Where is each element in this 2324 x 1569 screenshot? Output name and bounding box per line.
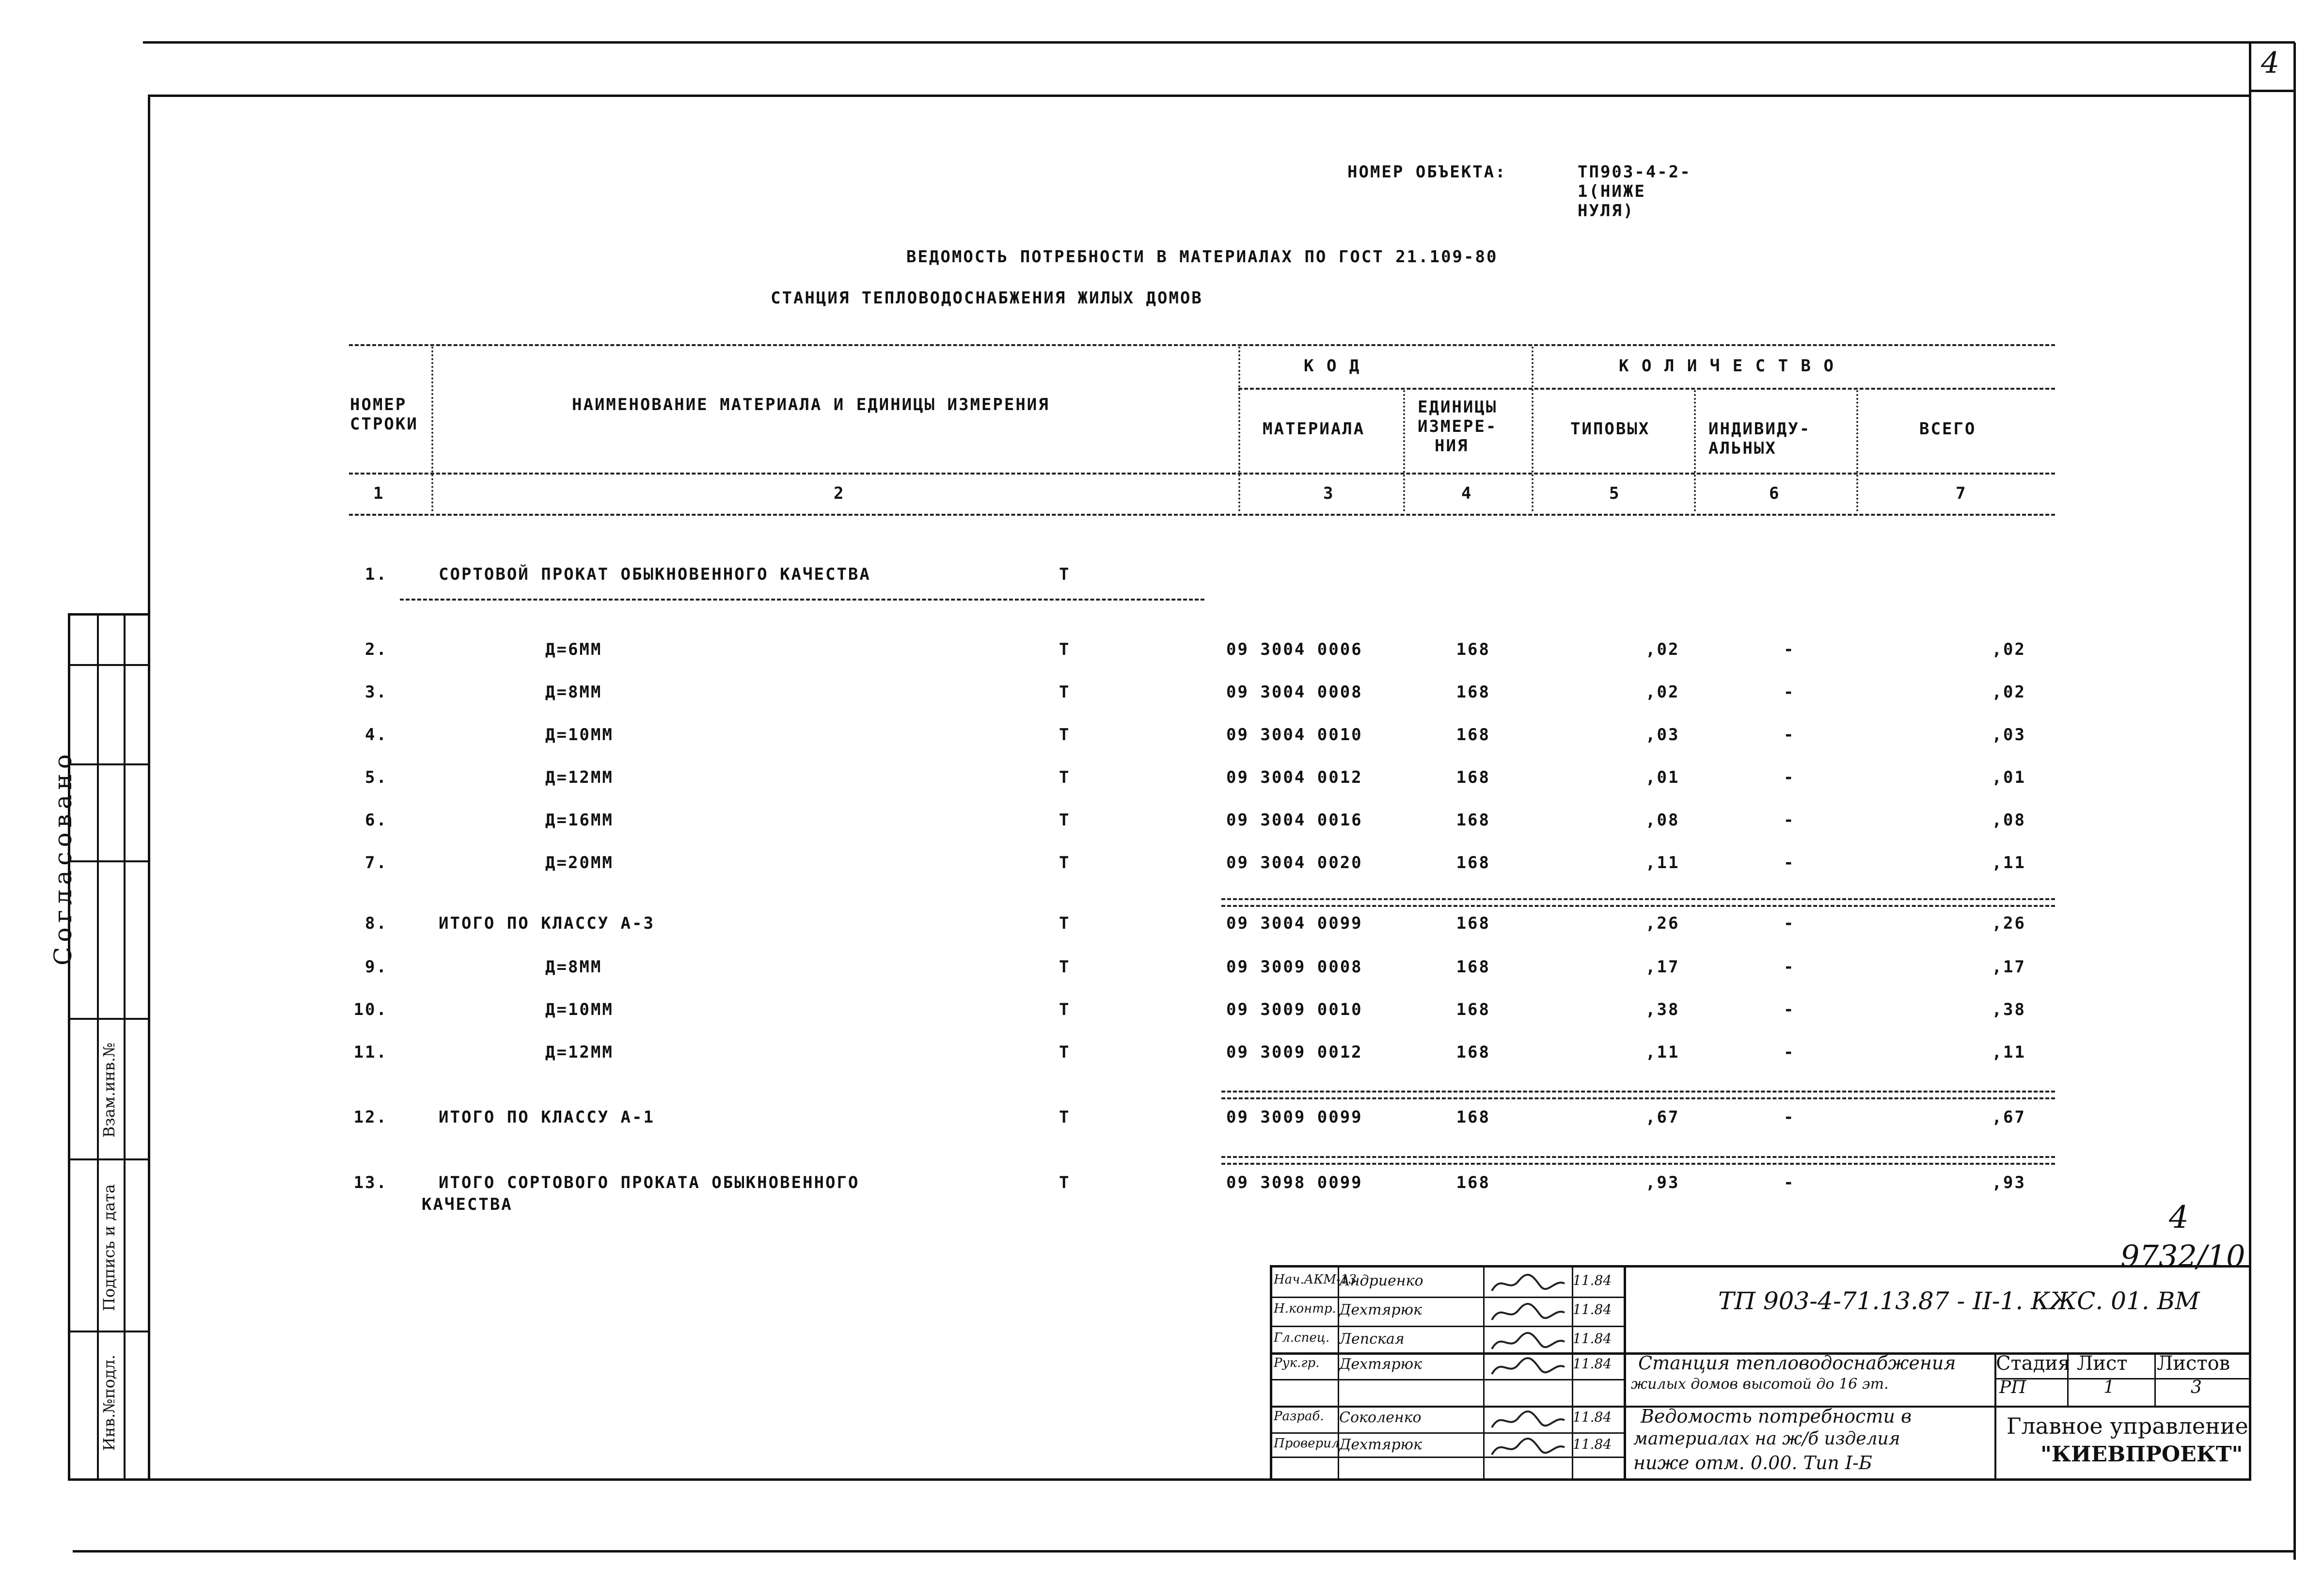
col-header-code-group: К О Д [1304, 356, 1361, 376]
org-name-1: Главное управление [2007, 1413, 2248, 1439]
sheet-value: 1 [2103, 1378, 2115, 1397]
object-value-1: ТП903-4-2- [1578, 162, 1692, 182]
col-number-7: 7 [1956, 484, 1967, 503]
signature-icon [1487, 1355, 1569, 1379]
sheet-title-3: ниже отм. 0.00. Тип I-Б [1633, 1452, 1872, 1474]
table-rule-numbers-bottom [349, 514, 2055, 516]
qty-individual: - [1784, 1173, 1795, 1192]
table-row [0, 810, 2324, 835]
unit: Т [1059, 768, 1071, 787]
row-number: 10. [353, 1000, 388, 1019]
unit-code: 168 [1456, 682, 1490, 702]
material-code: 09 3004 0010 [1226, 725, 1363, 745]
signer-role: Нач.АКМ-13 [1274, 1272, 1357, 1287]
table-row [0, 957, 2324, 982]
col-header-name: НАИМЕНОВАНИЕ МАТЕРИАЛА И ЕДИНИЦЫ ИЗМЕРЕНИЯ [572, 395, 1050, 414]
doc-code: ТП 903-4-71.13.87 - II-1. КЖС. 01. ВМ [1718, 1287, 2200, 1315]
top-rule [143, 41, 2295, 44]
row-number: 3. [365, 682, 388, 702]
qty-total: ,26 [1992, 914, 2026, 933]
frame-top [148, 95, 2251, 97]
qty-total: ,38 [1992, 1000, 2026, 1019]
material-code: 09 3009 0012 [1226, 1043, 1363, 1062]
row-number: 9. [365, 957, 388, 977]
unit-code: 168 [1456, 914, 1490, 933]
col-header-code-material: МАТЕРИАЛА [1263, 419, 1365, 439]
qty-individual: - [1784, 1043, 1795, 1062]
row-number: 6. [365, 810, 388, 830]
signer-name: Лепская [1339, 1331, 1405, 1347]
table-rule-header-bottom [349, 473, 2055, 475]
unit-code: 168 [1456, 1108, 1490, 1127]
signer-date: 11.84 [1573, 1272, 1612, 1288]
col-number-4: 4 [1461, 484, 1473, 503]
side-inv-repl: Взам.инв.№ [100, 1042, 118, 1138]
qty-typical: ,11 [1645, 853, 1680, 872]
col-number-6: 6 [1769, 484, 1781, 503]
material-code: 09 3009 0008 [1226, 957, 1363, 977]
material-name: Д=8ММ [545, 957, 602, 977]
material-code: 09 3004 0016 [1226, 810, 1363, 830]
col-header-qty-individual-1: ИНДИВИДУ- [1708, 419, 1811, 439]
col-sep-5 [1694, 390, 1696, 511]
qty-individual: - [1784, 914, 1795, 933]
qty-typical: ,67 [1645, 1108, 1680, 1127]
unit-code: 168 [1456, 1000, 1490, 1019]
qty-individual: - [1784, 853, 1795, 872]
table-row [0, 565, 2324, 589]
signer-role: Н.контр. [1274, 1301, 1336, 1316]
qty-total: ,01 [1992, 768, 2026, 787]
table-row [0, 1173, 2324, 1214]
signer-date: 11.84 [1573, 1409, 1612, 1425]
qty-individual: - [1784, 768, 1795, 787]
col-header-row-no-2: СТРОКИ [350, 414, 418, 434]
qty-typical: ,93 [1645, 1173, 1680, 1192]
sheet-label: Лист [2077, 1352, 2128, 1375]
col-header-code-unit-1: ЕДИНИЦЫ [1418, 397, 1498, 417]
qty-typical: ,08 [1645, 810, 1680, 830]
unit-code: 168 [1456, 957, 1490, 977]
qty-total: ,93 [1992, 1173, 2026, 1192]
qty-total: ,11 [1992, 1043, 2026, 1062]
qty-total: ,08 [1992, 810, 2026, 830]
signer-name: Соколенко [1339, 1409, 1422, 1426]
subtotal-rule-8 [1221, 898, 2055, 907]
signer-role: Проверил [1274, 1436, 1340, 1451]
handnote-top: 4 [2169, 1200, 2189, 1236]
qty-typical: ,02 [1645, 682, 1680, 702]
qty-total: ,17 [1992, 957, 2026, 977]
document-subtitle: СТАНЦИЯ ТЕПЛОВОДОСНАБЖЕНИЯ ЖИЛЫХ ДОМОВ [771, 288, 1203, 308]
signer-role: Разраб. [1274, 1409, 1324, 1424]
unit: Т [1059, 682, 1071, 702]
row-number: 4. [365, 725, 388, 745]
col-number-3: 3 [1323, 484, 1335, 503]
col-header-qty-total: ВСЕГО [1919, 419, 1976, 439]
signature-icon [1487, 1330, 1569, 1354]
signer-date: 11.84 [1573, 1301, 1612, 1317]
subtotal-rule-13 [1221, 1156, 2055, 1165]
unit: Т [1059, 1173, 1071, 1192]
qty-individual: - [1784, 725, 1795, 745]
qty-typical: ,26 [1645, 914, 1680, 933]
material-code: 09 3004 0008 [1226, 682, 1363, 702]
unit: Т [1059, 565, 1071, 584]
row-number: 1. [365, 565, 388, 584]
row-number: 8. [365, 914, 388, 933]
unit: Т [1059, 1000, 1071, 1019]
material-name: Д=6ММ [545, 640, 602, 659]
unit-code: 168 [1456, 853, 1490, 872]
col-header-qty-typical: ТИПОВЫХ [1570, 419, 1650, 439]
table-row [0, 682, 2324, 707]
col-number-1: 1 [373, 484, 385, 503]
unit-code: 168 [1456, 1173, 1490, 1192]
subtotal-rule-12 [1221, 1091, 2055, 1099]
material-code: 09 3004 0012 [1226, 768, 1363, 787]
row-number: 2. [365, 640, 388, 659]
material-name: Д=20ММ [545, 853, 614, 872]
col-sep-4 [1532, 347, 1534, 511]
material-name: ИТОГО ПО КЛАССУ А-3 [439, 914, 655, 933]
table-row [0, 768, 2324, 792]
sheet-title-1: Ведомость потребности в [1641, 1406, 1912, 1427]
row-number: 13. [353, 1173, 388, 1192]
project-name-1: Станция тепловодоснабжения [1638, 1352, 1956, 1374]
unit-code: 168 [1456, 768, 1490, 787]
stage-value: РП [1999, 1378, 2026, 1397]
signature-icon [1487, 1271, 1569, 1296]
qty-total: ,02 [1992, 682, 2026, 702]
signer-role: Рук.гр. [1274, 1356, 1320, 1370]
qty-individual: - [1784, 1108, 1795, 1127]
qty-typical: ,03 [1645, 725, 1680, 745]
signature-icon [1487, 1435, 1569, 1459]
material-name: Д=10ММ [545, 1000, 614, 1019]
material-name: Д=12ММ [545, 768, 614, 787]
col-header-qty-group: К О Л И Ч Е С Т В О [1619, 356, 1835, 376]
org-name-2: "КИЕВПРОЕКТ" [2040, 1442, 2243, 1467]
table-rule-top [349, 344, 2055, 346]
project-name-2: жилых домов высотой до 16 эт. [1631, 1376, 1889, 1393]
material-name: СОРТОВОЙ ПРОКАТ ОБЫКНОВЕННОГО КАЧЕСТВА [439, 565, 871, 584]
col-number-5: 5 [1609, 484, 1621, 503]
object-value-3: НУЛЯ) [1578, 201, 1635, 221]
signer-date: 11.84 [1573, 1356, 1612, 1372]
table-row [0, 914, 2324, 938]
qty-individual: - [1784, 640, 1795, 659]
signer-name: Дехтярюк [1339, 1436, 1422, 1453]
unit-code: 168 [1456, 640, 1490, 659]
qty-individual: - [1784, 957, 1795, 977]
table-row [0, 640, 2324, 664]
table-row [0, 1043, 2324, 1067]
qty-typical: ,38 [1645, 1000, 1680, 1019]
qty-total: ,11 [1992, 853, 2026, 872]
material-code: 09 3004 0099 [1226, 914, 1363, 933]
qty-total: ,03 [1992, 725, 2026, 745]
col-header-row-no-1: НОМЕР [350, 395, 407, 414]
table-row [0, 1108, 2324, 1132]
side-inv-orig: Инв.№подл. [100, 1354, 118, 1451]
unit-code: 168 [1456, 725, 1490, 745]
unit: Т [1059, 1108, 1071, 1127]
code-group-rule [1238, 388, 2055, 390]
qty-typical: ,17 [1645, 957, 1680, 977]
stage-label: Стадия [1996, 1352, 2071, 1375]
qty-individual: - [1784, 1000, 1795, 1019]
material-name: Д=12ММ [545, 1043, 614, 1062]
outer-bottom [73, 1550, 2296, 1553]
unit: Т [1059, 914, 1071, 933]
qty-typical: ,01 [1645, 768, 1680, 787]
row-number: 7. [365, 853, 388, 872]
col-header-code-unit-2: ИЗМЕРЕ- [1418, 417, 1498, 436]
sheets-label: Листов [2157, 1352, 2230, 1375]
sheets-value: 3 [2191, 1378, 2202, 1397]
qty-typical: ,02 [1645, 640, 1680, 659]
row-number: 5. [365, 768, 388, 787]
material-name: Д=10ММ [545, 725, 614, 745]
col-sep-2 [1238, 347, 1240, 511]
signer-name: Дехтярюк [1339, 1301, 1422, 1318]
material-code: 09 3098 0099 [1226, 1173, 1363, 1192]
signature-icon [1487, 1300, 1569, 1325]
material-code: 09 3009 0099 [1226, 1108, 1363, 1127]
object-label: НОМЕР ОБЪЕКТА: [1347, 162, 1507, 182]
signer-name: Дехтярюк [1339, 1356, 1422, 1373]
qty-individual: - [1784, 682, 1795, 702]
unit: Т [1059, 640, 1071, 659]
signer-name: Андриенко [1339, 1272, 1423, 1289]
col-number-2: 2 [834, 484, 845, 503]
col-sep-1 [431, 347, 433, 511]
col-sep-3 [1403, 390, 1405, 511]
qty-typical: ,11 [1645, 1043, 1680, 1062]
signature-icon [1487, 1408, 1569, 1432]
signer-date: 11.84 [1573, 1331, 1612, 1347]
table-row [0, 853, 2324, 877]
sheet-title-2: материалах на ж/б изделия [1633, 1429, 1900, 1449]
material-name: Д=8ММ [545, 682, 602, 702]
material-name: Д=16ММ [545, 810, 614, 830]
unit: Т [1059, 810, 1071, 830]
unit: Т [1059, 957, 1071, 977]
sheet-number: 4 [2261, 46, 2280, 80]
col-header-qty-individual-2: АЛЬНЫХ [1708, 439, 1777, 458]
signer-role: Гл.спец. [1274, 1331, 1330, 1345]
col-sep-6 [1856, 390, 1858, 511]
qty-total: ,02 [1992, 640, 2026, 659]
heading-underline [400, 599, 1204, 601]
row-number: 12. [353, 1108, 388, 1127]
side-sign-date: Подпись и дата [100, 1184, 118, 1312]
qty-total: ,67 [1992, 1108, 2026, 1127]
qty-individual: - [1784, 810, 1795, 830]
unit: Т [1059, 1043, 1071, 1062]
handnote-bottom: 9732/10 [2120, 1238, 2245, 1274]
table-row [0, 1000, 2324, 1024]
document-title: ВЕДОМОСТЬ ПОТРЕБНОСТИ В МАТЕРИАЛАХ ПО ГОСТ 21.109-80 [906, 247, 1498, 267]
object-value-2: 1(НИЖЕ [1578, 182, 1646, 201]
material-code: 09 3004 0006 [1226, 640, 1363, 659]
material-code: 09 3004 0020 [1226, 853, 1363, 872]
outer-right [2293, 43, 2296, 1560]
col-header-code-unit-3: НИЯ [1435, 436, 1469, 456]
unit-code: 168 [1456, 810, 1490, 830]
unit: Т [1059, 853, 1071, 872]
material-code: 09 3009 0010 [1226, 1000, 1363, 1019]
table-row [0, 725, 2324, 749]
unit: Т [1059, 725, 1071, 745]
unit-code: 168 [1456, 1043, 1490, 1062]
material-name: ИТОГО СОРТОВОГО ПРОКАТА ОБЫКНОВЕННОГО [439, 1173, 860, 1192]
row-number: 11. [353, 1043, 388, 1062]
signer-date: 11.84 [1573, 1436, 1612, 1452]
side-agreed-label: Согласовано [49, 749, 77, 966]
material-name: ИТОГО ПО КЛАССУ А-1 [439, 1108, 655, 1127]
material-name-cont: КАЧЕСТВА [422, 1195, 513, 1214]
